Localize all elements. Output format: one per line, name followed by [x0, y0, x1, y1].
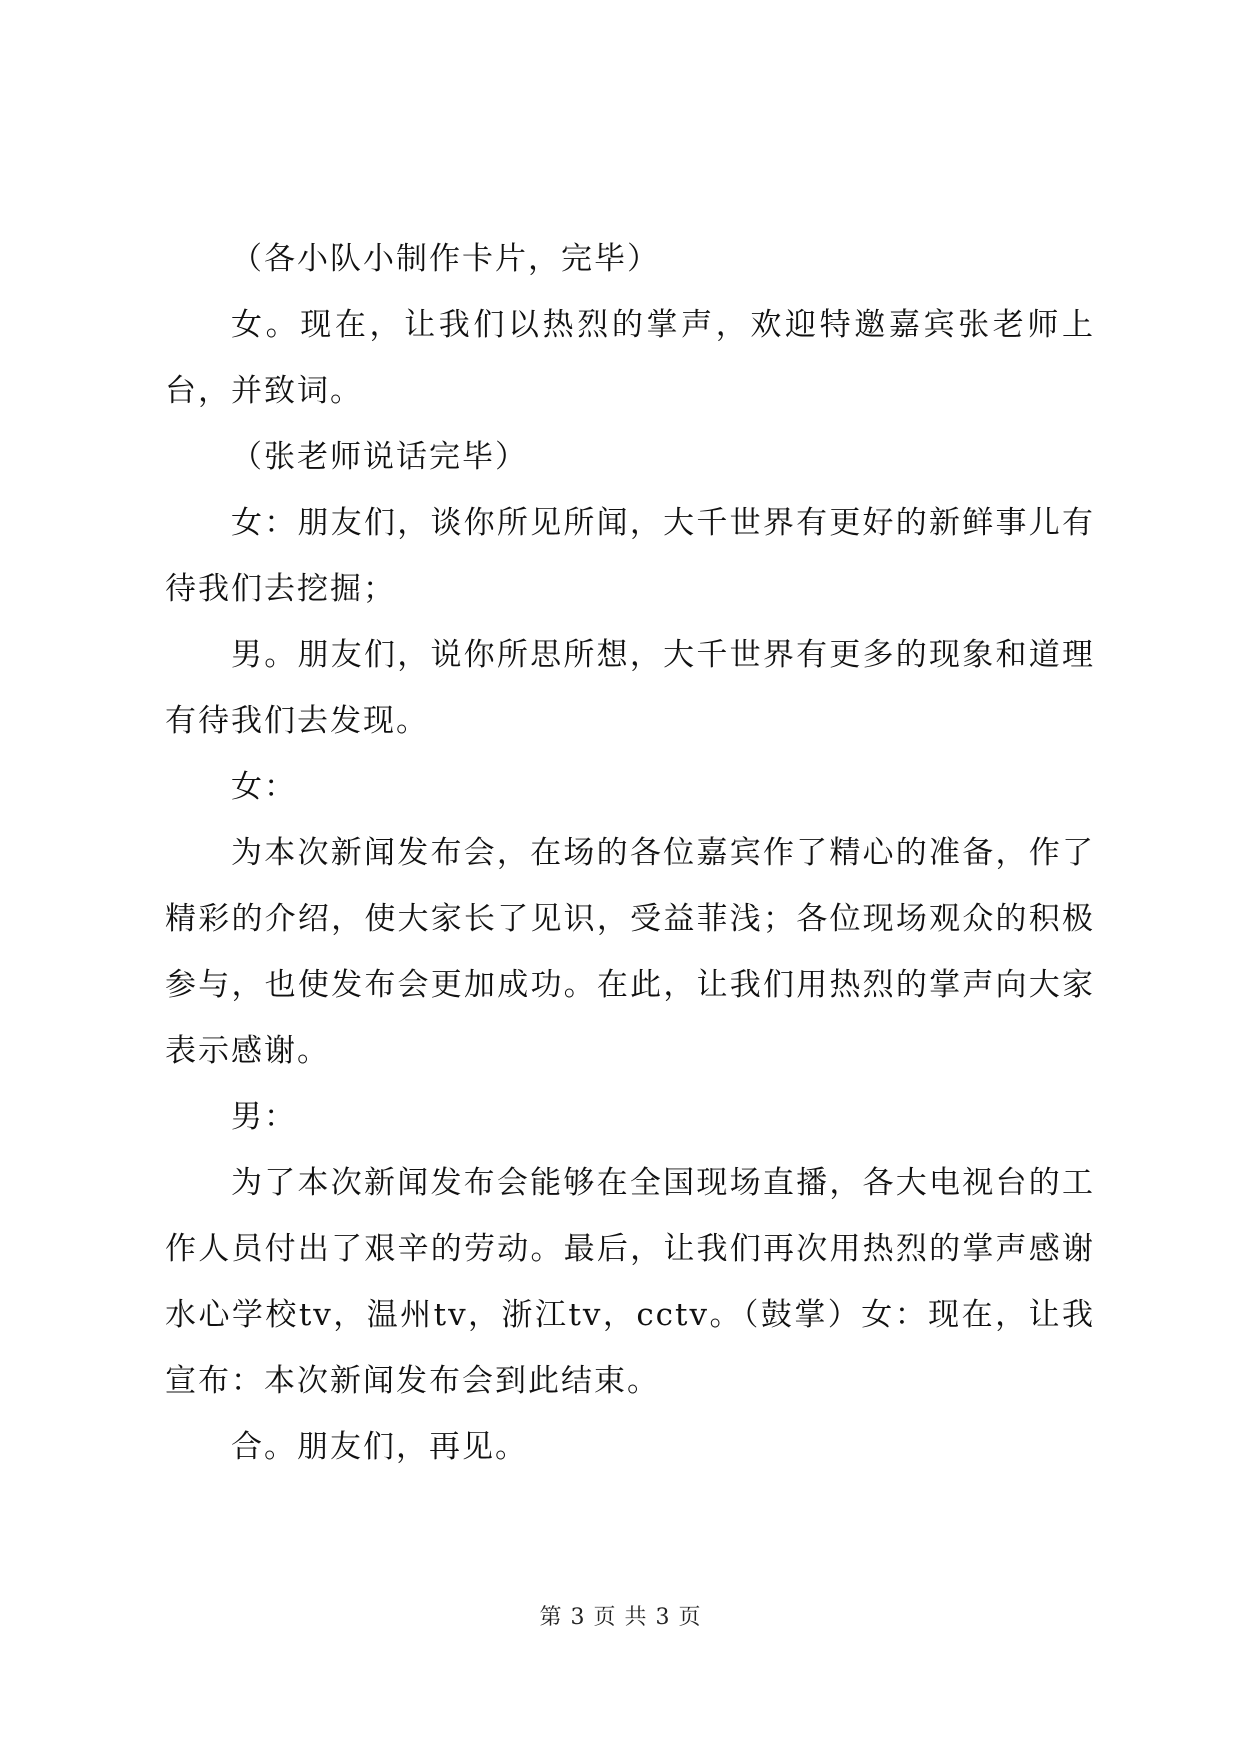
paragraph-3: （张老师说话完毕）: [231, 439, 528, 475]
paragraph-5: 男。朋友们，说你所思所想，大千世界有更多的现象和道理有待我们去发现。: [165, 637, 1095, 739]
paragraph-1: （各小队小制作卡片，完毕）: [231, 241, 660, 277]
paragraph-6: 女：: [231, 769, 297, 805]
page-number-footer: 第 3 页 共 3 页: [539, 1605, 702, 1630]
paragraph-4: 女：朋友们，谈你所见所闻，大千世界有更好的新鲜事儿有待我们去挖掘；: [165, 505, 1095, 607]
document-body: [165, 226, 1095, 1480]
paragraph-8: 男：: [231, 1099, 297, 1135]
paragraph-7: 为本次新闻发布会，在场的各位嘉宾作了精心的准备，作了精彩的介绍，使大家长了见识，受益菲浅；各位现场观众的积极参与，也使发布会更加成功。在此，让我们用热烈的掌声向大家表示感谢。: [165, 835, 1095, 1069]
paragraph-10: 合。朋友们，再见。: [231, 1429, 528, 1465]
paragraph-2: 女。现在，让我们以热烈的掌声，欢迎特邀嘉宾张老师上台，并致词。: [165, 307, 1095, 409]
paragraph-9: 为了本次新闻发布会能够在全国现场直播，各大电视台的工作人员付出了艰辛的劳动。最后，让我们再次用热烈的掌声感谢水心学校tv，温州tv，浙江tv，cctv。（鼓掌）女：现在，让我宣布：本次新闻发布会到此结束。: [165, 1165, 1095, 1399]
